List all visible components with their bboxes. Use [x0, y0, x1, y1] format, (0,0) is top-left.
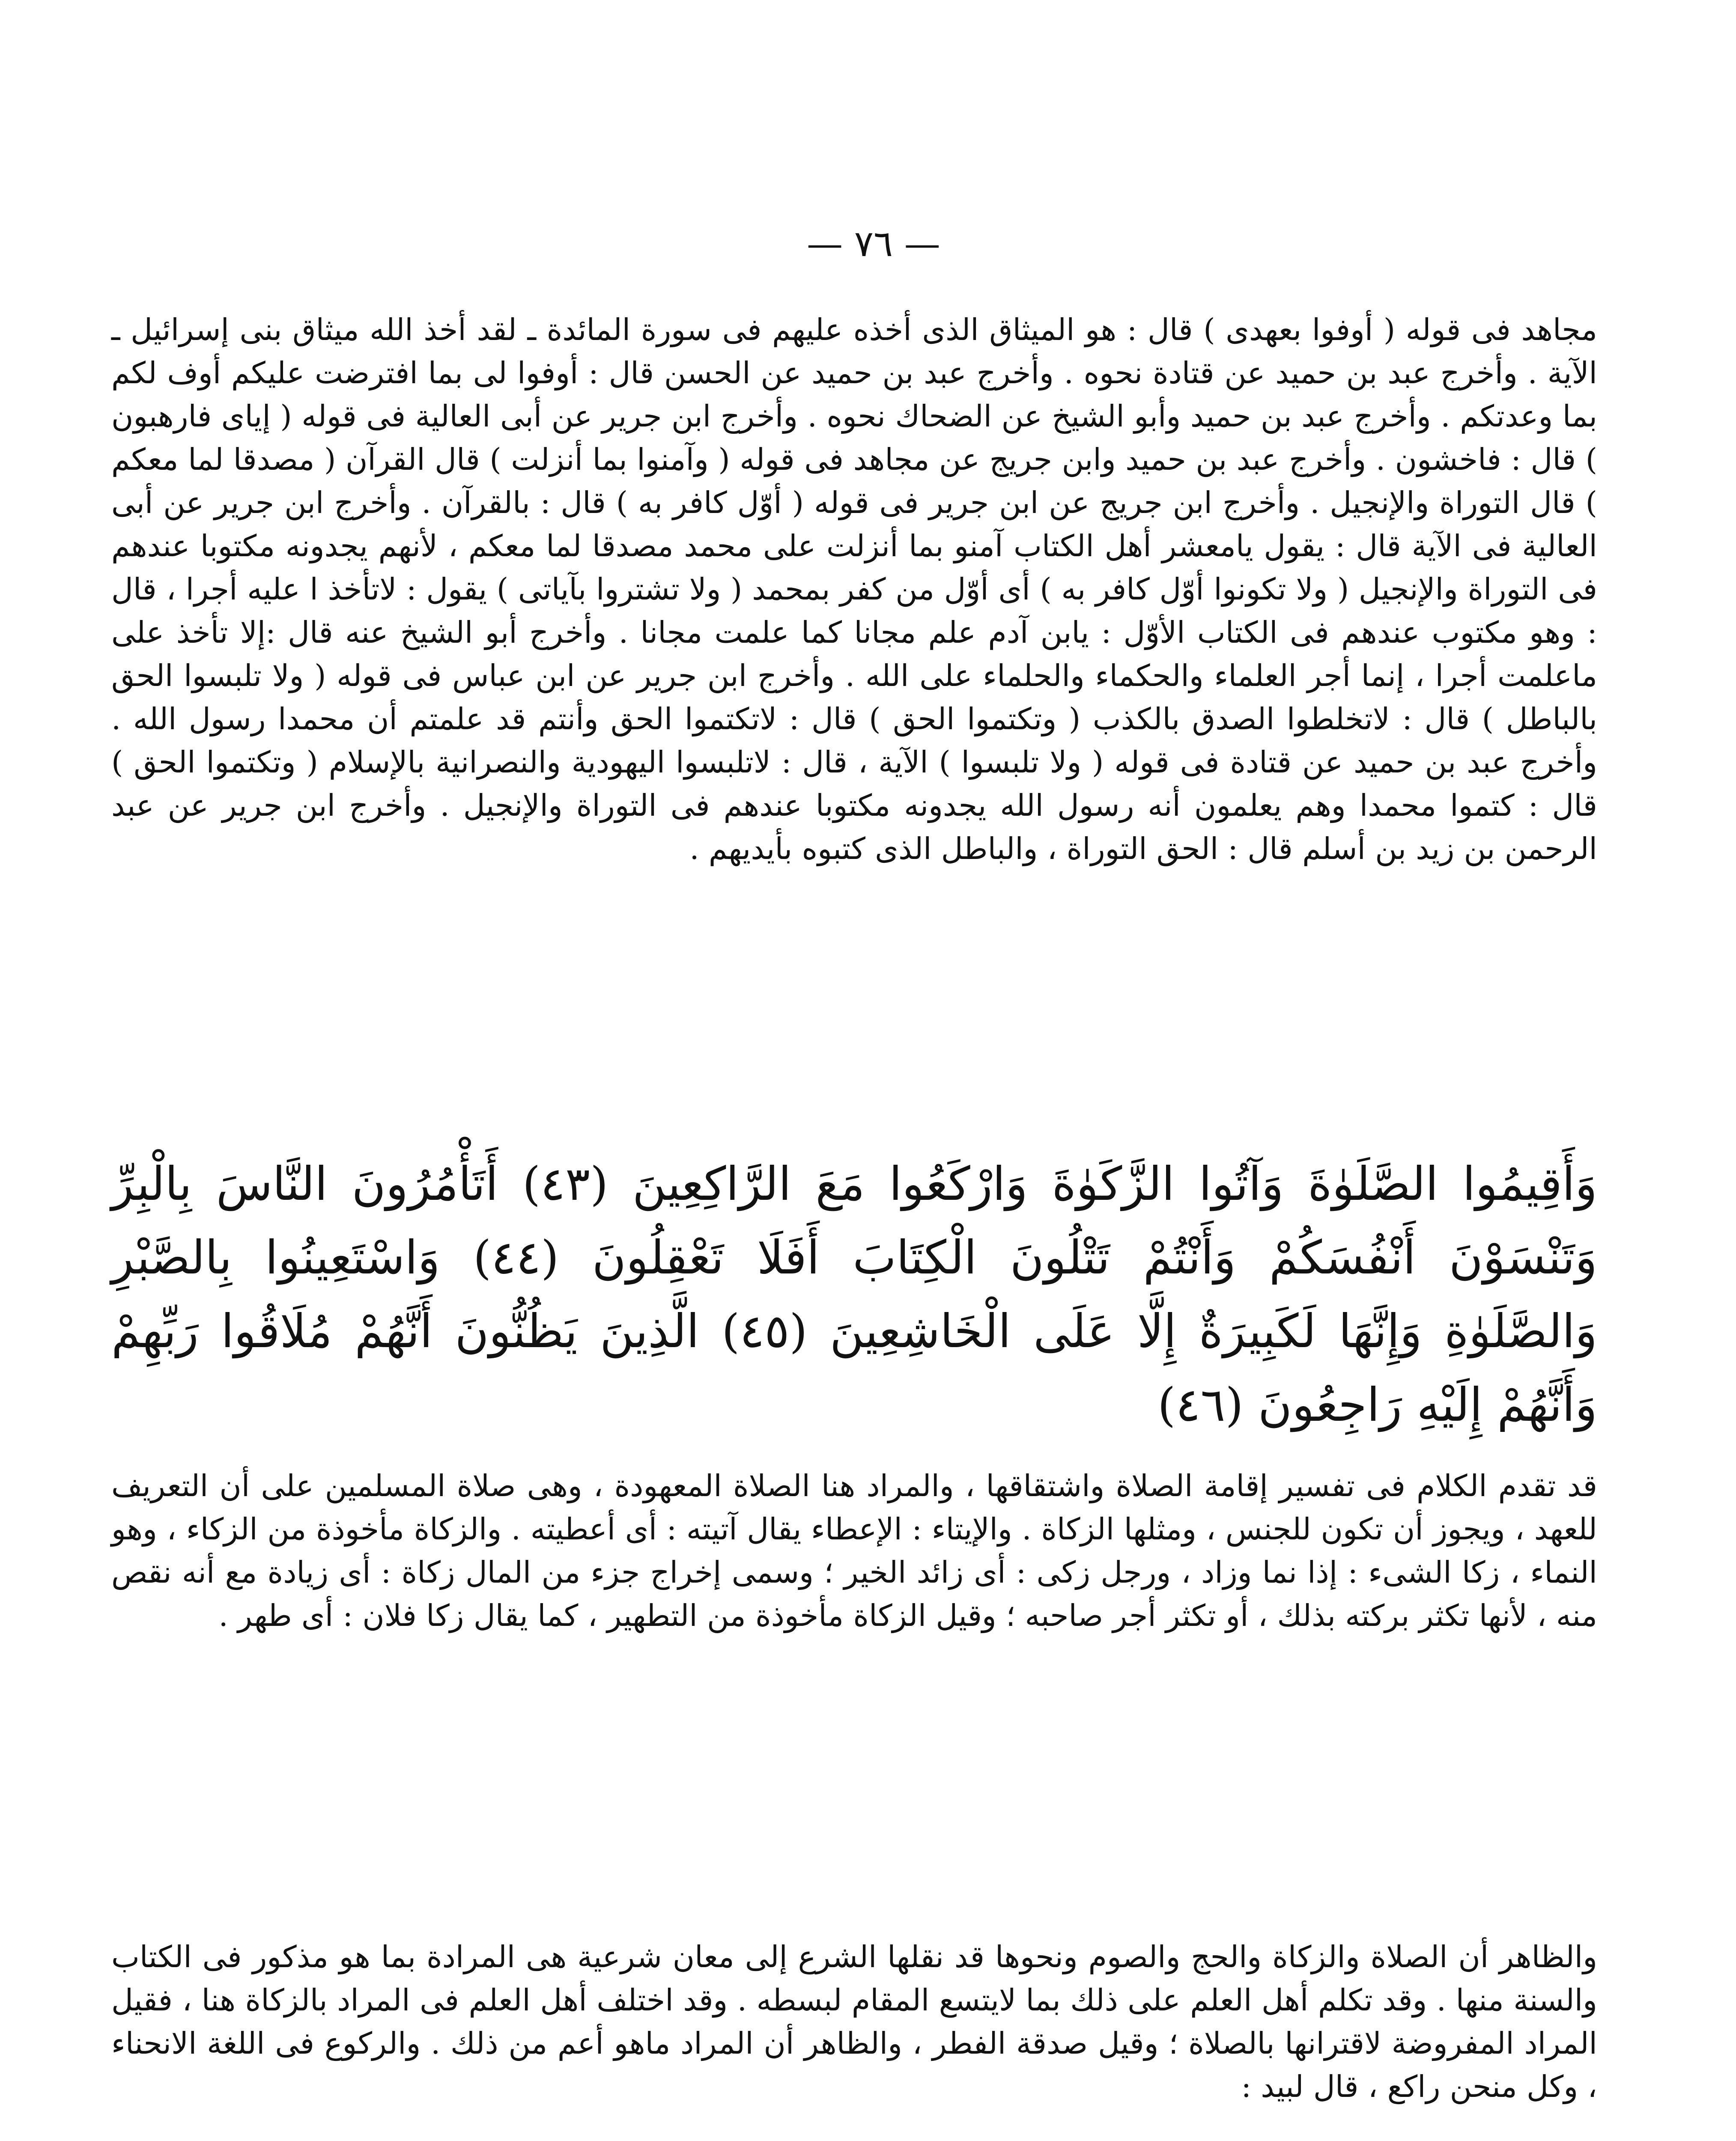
- page-number: — ٧٦ —: [807, 223, 940, 265]
- commentary-paragraph-1: مجاهد فى قوله ( أوفوا بعهدى ) قال : هو الميثاق الذى أخذه عليهم فى سورة المائدة ـ لقد أخذ الله ميثاق بنى إسرائيل ـ الآية . وأخرج عبد بن حميد عن قتادة نحوه . وأخرج عبد بن حميد عن الحسن قال : أوفوا لى بما افترضت عليكم أوف لكم بما وعدتكم . وأخرج عبد بن حميد وأبو الشيخ عن الضحاك نحوه . وأخرج ابن جرير عن أبى العالية فى قوله ( إياى فارهبون ) قال : فاخشون . وأخرج عبد بن حميد وابن جريج عن مجاهد فى قوله ( وآمنوا بما أنزلت ) قال القرآن ( مصدقا لما معكم ) قال التوراة والإنجيل . وأخرج ابن جريج عن ابن جرير فى قوله ( أوّل كافر به ) قال : بالقرآن . وأخرج ابن جرير عن أبى العالية فى الآية قال : يقول يامعشر أهل الكتاب آمنو بما أنزلت على محمد مصدقا لما معكم ، لأنهم يجدونه مكتوبا عندهم فى التوراة والإنجيل ( ولا تكونوا أوّل كافر به ) أى أوّل من كفر بمحمد ( ولا تشتروا بآياتى ) يقول : لاتأخذ ا عليه أجرا ، قال : وهو مكتوب عندهم فى الكتاب الأوّل : يابن آدم علم مجانا كما علمت مجانا . وأخرج أبو الشيخ عنه قال :إلا تأخذ على ماعلمت أجرا ، إنما أجر العلماء والحكماء والحلماء على الله . وأخرج ابن جرير عن ابن عباس فى قوله ( ولا تلبسوا الحق بالباطل ) قال : لاتخلطوا الصدق بالكذب ( وتكتموا الحق ) قال : لاتكتموا الحق وأنتم قد علمتم أن محمدا رسول الله . وأخرج عبد بن حميد عن قتادة فى قوله ( ولا تلبسوا ) الآية ، قال : لاتلبسوا اليهودية والنصرانية بالإسلام ( وتكتموا الحق ) قال : كتموا محمدا وهم يعلمون أنه رسول الله يجدونه مكتوبا عندهم فى التوراة والإنجيل . وأخرج ابن جرير عن عبد الرحمن بن زيد بن أسلم قال : الحق التوراة ، والباطل الذى كتبوه بأيديهم .: [111, 312, 1597, 866]
- quran-verses: وَأَقِيمُوا الصَّلَوٰةَ وَآتُوا الزَّكَوٰةَ وَارْكَعُوا مَعَ الرَّاكِعِينَ (٤٣) أَتَأْمُرُونَ النَّاسَ بِالْبِرِّ وَتَنْسَوْنَ أَنْفُسَكُمْ وَأَنْتُمْ تَتْلُونَ الْكِتَابَ أَفَلَا تَعْقِلُونَ (٤٤) وَاسْتَعِينُوا بِالصَّبْرِ وَالصَّلَوٰةِ وَإِنَّهَا لَكَبِيرَةٌ إِلَّا عَلَى الْخَاشِعِينَ (٤٥) الَّذِينَ يَظُنُّونَ أَنَّهُمْ مُلَاقُوا رَبِّهِمْ وَأَنَّهُمْ إِلَيْهِ رَاجِعُونَ (٤٦): [111, 1157, 1598, 1432]
- commentary-paragraph-2: قد تقدم الكلام فى تفسير إقامة الصلاة واشتقاقها ، والمراد هنا الصلاة المعهودة ، وهى صلاة المسلمين على أن التعريف للعهد ، ويجوز أن تكون للجنس ، ومثلها الزكاة . والإيتاء : الإعطاء يقال آتيته : أى أعطيته . والزكاة مأخوذة من الزكاء ، وهو النماء ، زكا الشىء : إذا نما وزاد ، ورجل زكى : أى زائد الخير ؛ وسمى إخراج جزء من المال زكاة : أى زيادة مع أنه نقص منه ، لأنها تكثر بركته بذلك ، أو تكثر أجر صاحبه ؛ وقيل الزكاة مأخوذة من التطهير ، كما يقال زكا فلان : أى طهر .: [111, 1468, 1597, 1633]
- commentary-paragraph-3: والظاهر أن الصلاة والزكاة والحج والصوم ونحوها قد نقلها الشرع إلى معان شرعية هى المرادة بما هو مذكور فى الكتاب والسنة منها . وقد تكلم أهل العلم على ذلك بما لايتسع المقام لبسطه . وقد اختلف أهل العلم فى المراد بالزكاة هنا ، فقيل المراد المفروضة لاقترانها بالصلاة ؛ وقيل صدقة الفطر ، والظاهر أن المراد ماهو أعم من ذلك . والركوع فى اللغة الانحناء ، وكل منحن راكع ، قال لبيد :: [111, 1939, 1597, 2104]
